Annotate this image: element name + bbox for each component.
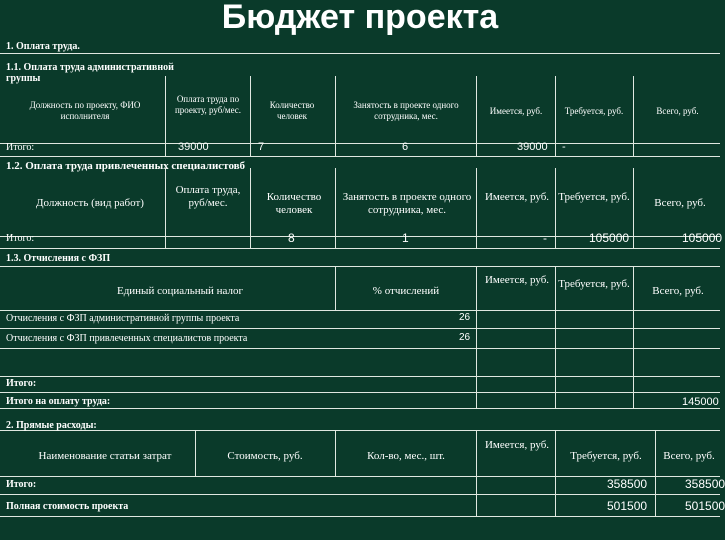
labor-total-label: Итого на оплату труда: [6, 396, 111, 407]
section-1-title: 1. Оплата труда. [6, 41, 80, 52]
total-available: 39000 [517, 141, 548, 153]
section-2-title: 2. Прямые расходы: [6, 420, 97, 431]
table-row-percent: 26 [459, 312, 471, 323]
total-label: Итого: [6, 378, 37, 389]
total-label: Итого: [6, 233, 35, 244]
col-available: Имеется, руб. [484, 274, 550, 286]
grand-total-label: Полная стоимость проекта [6, 501, 129, 512]
total-required: 358500 [607, 477, 648, 491]
col-total: Всего, руб. [663, 450, 715, 462]
subsection-1-3-title: 1.3. Отчисления с ФЗП [6, 253, 111, 264]
subsection-1-1-title: 1.1. Оплата труда административной группы [6, 62, 174, 84]
col-employment: Занятость в проекте одного сотрудника, мес. [353, 100, 459, 121]
col-required: Требуется, руб. [570, 450, 642, 462]
total-employment: 1 [402, 231, 409, 245]
total-label: Итого: [6, 142, 35, 153]
total-all: 358500 [685, 477, 725, 491]
col-headcount: Количество человек [266, 191, 322, 216]
col-headcount: Количество человек [269, 100, 315, 121]
table-row-label: Отчисления с ФЗП привлеченных специалистов проекта [6, 333, 248, 344]
col-required: Требуется, руб. [558, 191, 630, 203]
subsection-1-2-title: 1.2. Оплата труда привлеченных специалистовб [6, 160, 245, 172]
grand-total-all: 501500 [685, 499, 725, 513]
col-available: Имеется, руб. [489, 106, 543, 116]
grand-total-required: 501500 [607, 499, 648, 513]
col-percent: % отчислений [372, 285, 440, 297]
col-monthly-pay: Оплата труда по проекту, руб/мес. [174, 94, 242, 115]
labor-total-value: 145000 [682, 396, 719, 408]
total-headcount: 7 [258, 141, 265, 153]
col-position: Должность (вид работ) [36, 197, 144, 209]
page-title: Бюджет проекта [221, 0, 499, 36]
total-all: 105000 [682, 231, 723, 245]
col-quantity: Кол-во, мес., шт. [367, 450, 445, 462]
total-headcount: 8 [288, 231, 295, 245]
col-position-name: Должность по проекту, ФИО исполнителя [29, 100, 141, 121]
total-required: - [562, 141, 566, 153]
col-employment: Занятость в проекте одного сотрудника, мес. [342, 191, 472, 216]
total-label: Итого: [6, 479, 37, 490]
table-row-label: Отчисления с ФЗП административной группы проекта [6, 313, 240, 324]
budget-table [0, 36, 725, 540]
table-row-percent: 26 [459, 332, 471, 343]
total-employment: 6 [402, 141, 409, 153]
col-required: Требуется, руб. [558, 278, 630, 290]
col-available: Имеется, руб. [484, 439, 550, 451]
total-required: 105000 [589, 231, 630, 245]
col-total: Всего, руб. [656, 106, 699, 116]
col-total: Всего, руб. [654, 197, 706, 209]
col-available: Имеется, руб. [484, 191, 550, 203]
col-monthly-pay: Оплата труда, руб/мес. [175, 184, 241, 209]
total-pay: 39000 [178, 141, 209, 153]
total-available: - [543, 231, 547, 245]
col-item-name: Наименование статьи затрат [38, 450, 172, 462]
col-required: Требуется, руб. [564, 106, 624, 116]
col-total: Всего, руб. [652, 285, 704, 297]
col-cost: Стоимость, руб. [227, 450, 303, 462]
col-social-tax: Единый социальный налог [116, 285, 244, 297]
